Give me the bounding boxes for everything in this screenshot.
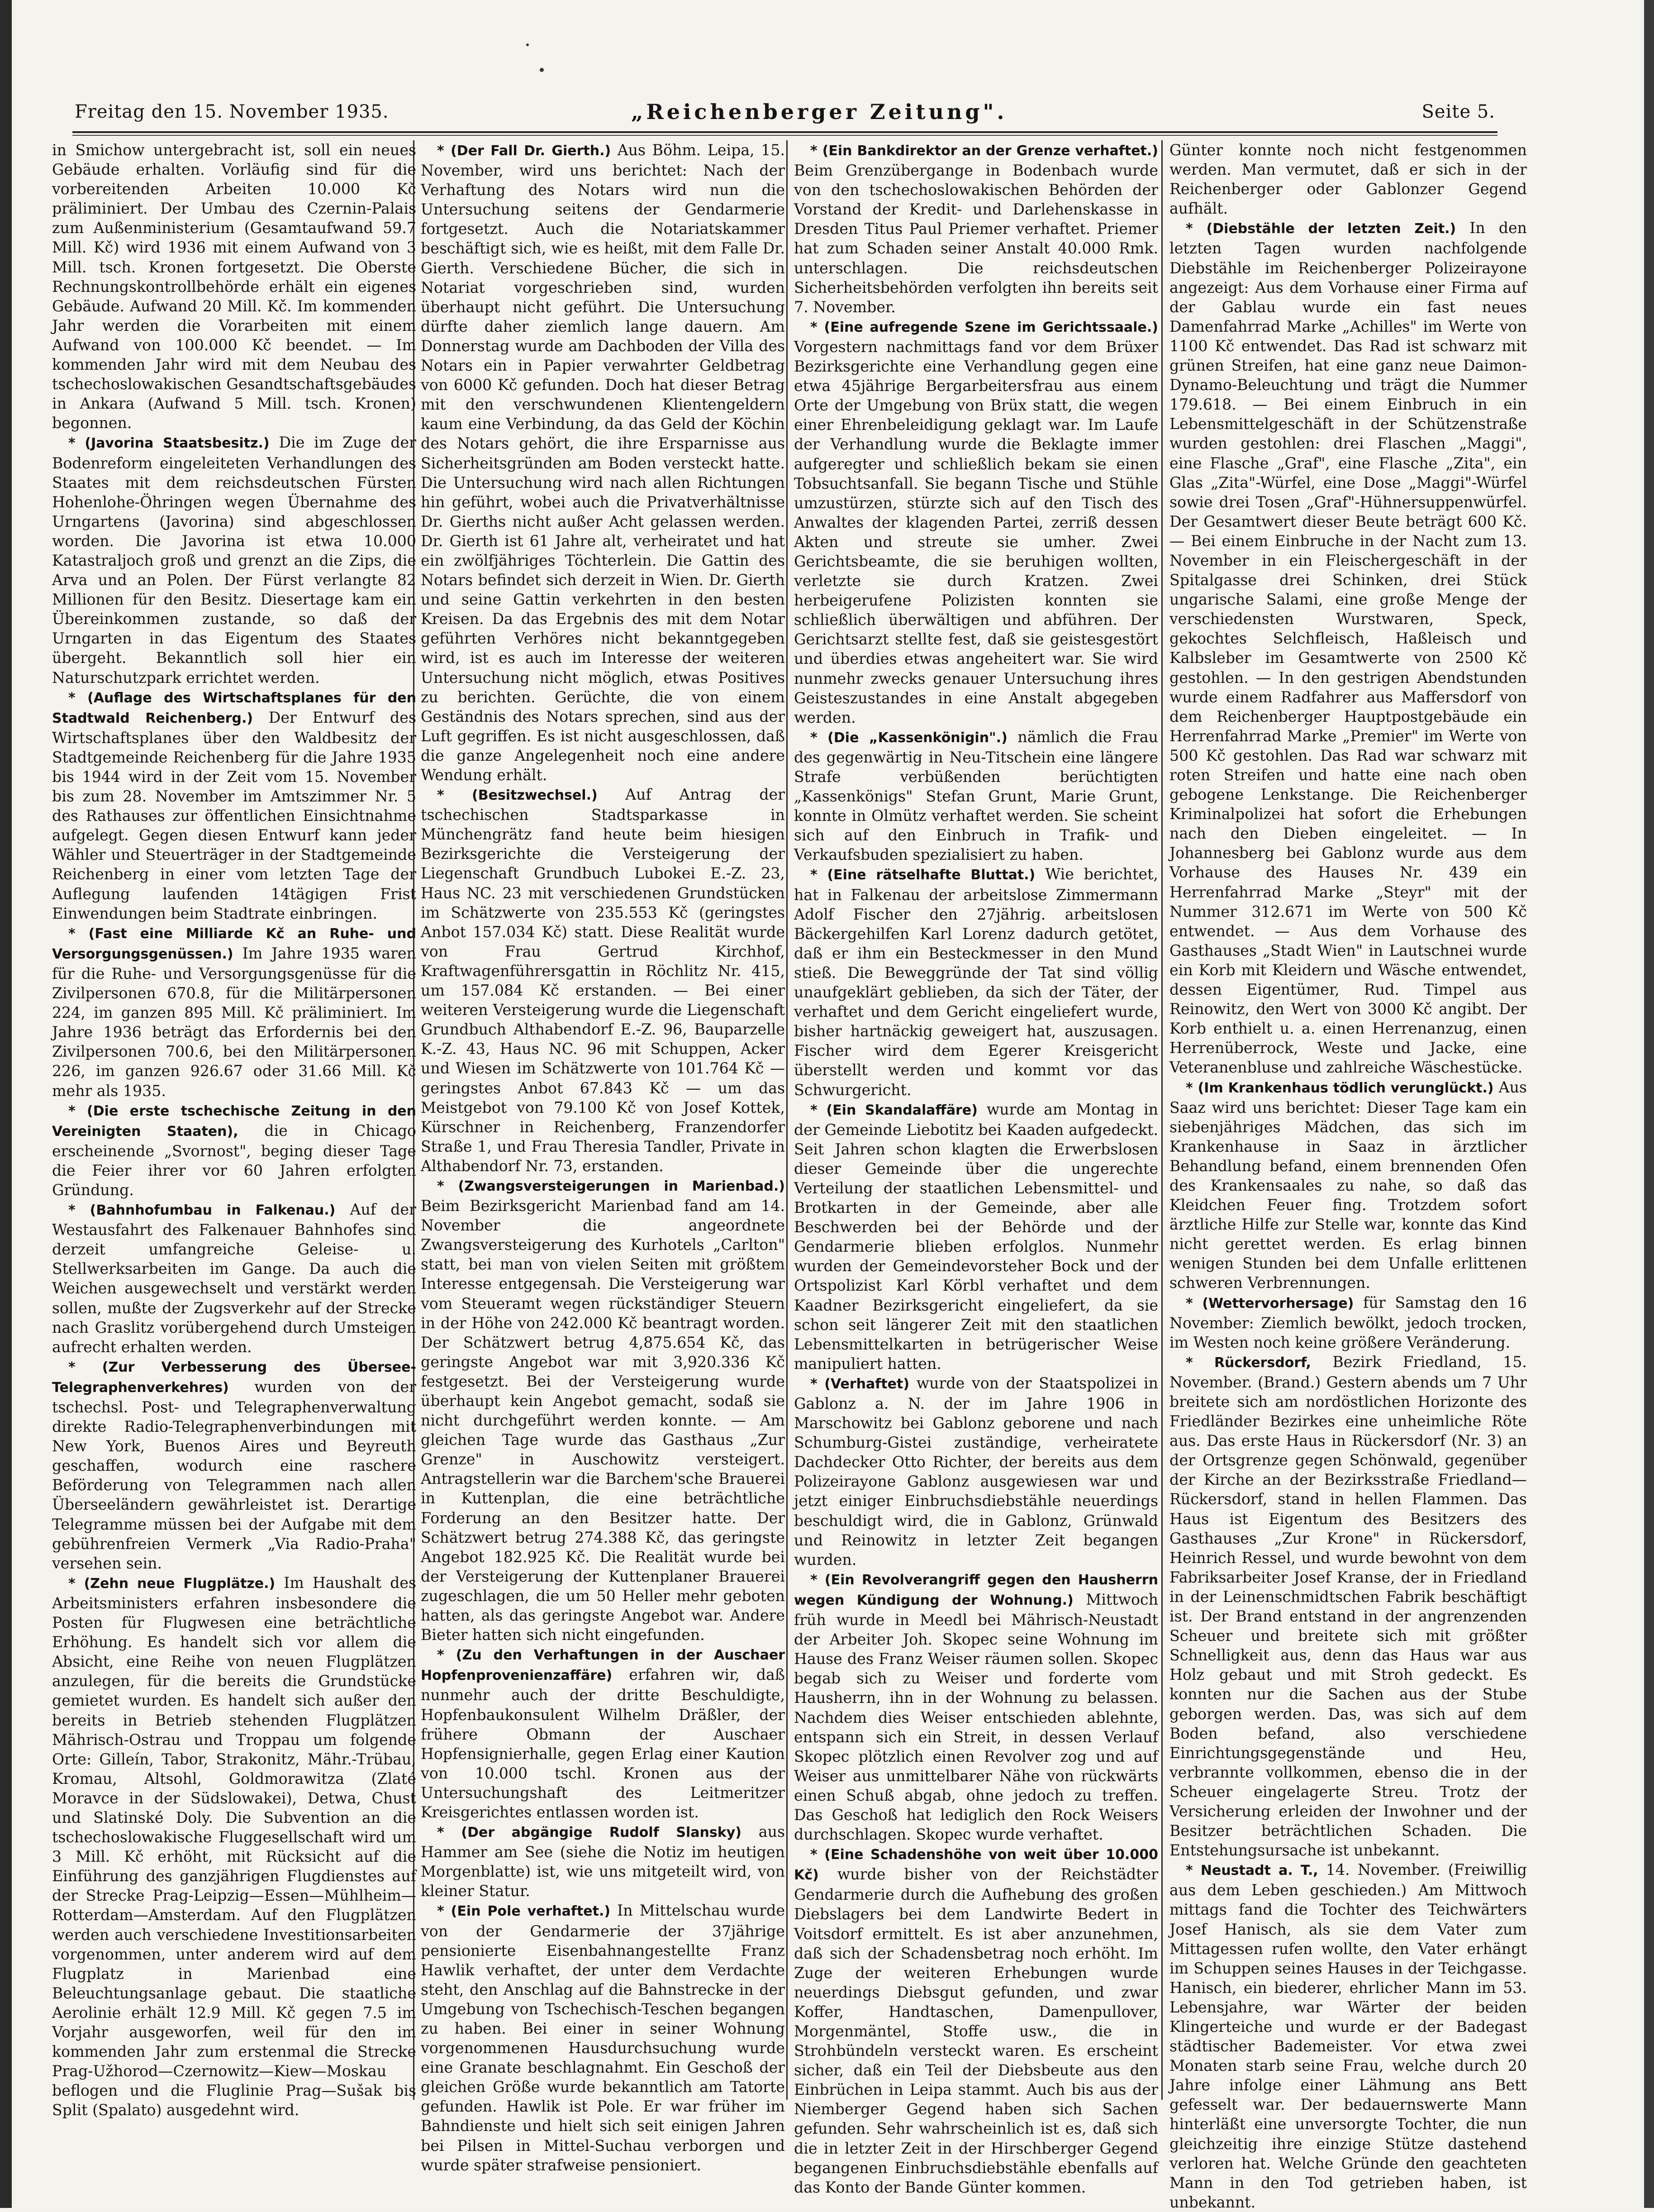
article-paragraph xyxy=(421,140,785,785)
article-body: wurde am Montag in der Gemeinde Liebotitz bei Kaaden aufgedeckt. Seit Jahren schon klagten die Erwerbslosen dieser Gemeinde über die ungerechte Verteilung der staatlichen Lebensmittel- und Brotkarten in der Gemeinde, aber alle Beschwerden bei der Behörde und der Gendarmerie blieben erfolglos. Nunmehr wurden der Gemeindevorsteher Bock und der Ortspolizist Karl Körbl verhaftet und dem Kaadner Bezirksgericht eingeliefert, da sie schon seit längerer Zeit mit den staatlichen Lebensmittelkarten in betrügerischer Weise manipuliert hatten. xyxy=(794,1100,1158,1373)
article-body: 14. November. (Freiwillig aus dem Leben geschieden.) Am Mittwoch mittags fand die Tochter des Teichwärters Josef Hanisch, als sie dem Vater zum Mittagessen rufen wollte, den Vater erhängt im Schuppen seines Hauses in der Teichgasse. Hanisch, ein biederer, ehrlicher Mann im 53. Lebensjahre, war Wärter der beiden Klingerteiche und wurde er der Badegast städtischer Bademeister. Vor etwa zwei Monaten starb seine Frau, welche durch 20 Jahre infolge einer Lähmung ans Bett gefesselt war. Der bedauernswerte Mann hinterläßt eine unversorgte Tochter, die nun gleichzeitig ihre einzige Stütze dastehend verloren hat. Welche Gründe den geachteten Mann in den Tod getrieben haben, ist unbekannt. xyxy=(1169,1861,1527,2211)
article-paragraph xyxy=(52,923,416,1101)
article-headline: * (Die erste tschechische Zeitung in den Vereinigten Staaten), xyxy=(52,1103,416,1139)
article-paragraph xyxy=(1169,140,1527,218)
article-paragraph xyxy=(52,140,416,433)
article-paragraph xyxy=(794,1844,1158,2197)
article-headline: * (Zehn neue Flugplätze.) xyxy=(68,1575,276,1592)
article-body: Auf Antrag der tschechischen Stadtsparkasse in Münchengrätz fand heute beim hiesigen Bezirksgerichte die Versteigerung der Liegenschaft Grundbuch Lubokei E.-Z. 23, Haus NC. 23 mit verschiedenen Grundstücken im Schätzwerte von 235.553 Kč (geringstes Anbot 157.034 Kč) statt. Diese Realität wurde von Frau Gertrud Kirchhof, Kraftwagenführersgattin in Röchlitz Nr. 415, um 157.084 Kč erstanden. — Bei einer weiteren Versteigerung wurde die Liegenschaft Grundbuch Althabendorf E.-Z. 96, Bauparzelle K.-Z. 43, Haus NC. 96 mit Schuppen, Acker und Wiesen im Schätzwerte von 101.764 Kč — geringstes Anbot 67.843 Kč — um das Meistgebot von 79.100 Kč von Josef Kottek, Kürschner in Reichenberg, Franzendorfer Straße 1, und Frau Theresia Tandler, Private in Althabendorf Nr. 73, erstanden. xyxy=(421,786,785,1175)
article-paragraph xyxy=(794,727,1158,865)
article-headline: * (Besitzwechsel.) xyxy=(437,787,598,804)
article-body: Im Haushalt des Arbeitsministers erfahren insbesondere die Posten für Flugwesen eine beträchtliche Erhöhung. Es handelt sich vor allem die Absicht, eine Reihe von neuen Flugplätzen anzulegen, für die bereits die Grundstücke gemietet wurden. Es handelt sich außer den bereits in Betrieb stehenden Flugplätzen Mährisch-Ostrau und Troppau um folgende Orte: Gilleín, Tabor, Strakonitz, Mähr.-Trübau, Kromau, Altsohl, Goldmorawitza (Zlaté Moravce in der Südslowakei), Detwa, Chust und Slatinské Doly. Die Subvention an die tschechoslowakische Fluggesellschaft wird um 3 Mill. Kč erhöht, mit Rücksicht auf die Einführung des ganzjährigen Flugdienstes auf der Strecke Prag-Leipzig—Essen—Mühlheim—Rotterdam—Amsterdam. Auf den Flugplätzen werden auch verschiedene Investitionsarbeiten vorgenommen, unter anderem wird auf dem Flugplatz in Marienbad eine Beleuchtungsanlage gebaut. Die staatliche Aerolinie erhält 12.9 Mill. Kč gegen 7.5 im Vorjahr ausgeworfen, weil für den im kommenden Jahr zum erstenmal die Strecke Prag-Užhorod—Czernowitz—Kiew—Moskau beflogen und die Fluglinie Prag—Sušak bis Split (Spalato) ausgedehnt wird. xyxy=(52,1573,416,2119)
article-headline: * (Wettervorhersage) xyxy=(1186,1295,1354,1311)
scan-edge-right xyxy=(1644,0,1654,2208)
article-headline: * (Ein Bankdirektor an der Grenze verhaftet.) xyxy=(810,143,1158,159)
article-body: wurde bisher von der Reichstädter Gendarmerie durch die Aufhebung des großen Diebslagers bei dem Landwirte Bedert in Voitsdorf ermittelt. Es ist aber anzunehmen, daß sich der Schadensbetrag noch erhöht. Im Zuge der weiteren Erhebungen wurde neuerdings Diebsgut gefunden, und zwar Koffer, Handtaschen, Damenpullover, Morgenmäntel, Stoffe usw., die in Strohbündeln versteckt waren. Es erscheint sicher, daß ein Teil der Diebsbeute aus den Einbrüchen in Leipa stammt. Auch bis aus der Niemberger Gegend haben sich Sachen gefunden. Sehr wahrscheinlich ist es, daß sich die in letzter Zeit in der Hirschberger Gegend begangenen Einbruchsdiebstähle ebenfalls auf das Konto der Bande Günter kommen. xyxy=(794,1865,1158,2196)
article-body: in Smichow untergebracht ist, soll ein neues Gebäude erhalten. Vorläufig sind für die vorbereitenden Arbeiten 10.000 Kč präliminiert. Der Umbau des Czernin-Palais zum Außenministerium (Gesamtaufwand 59.7 Mill. Kč) wird 1936 mit einem Aufwand von 3 Mill. tsch. Kronen fortgesetzt. Die Oberste Rechnungskontrollbehörde erhält ein eigenes Gebäude. Aufwand 20 Mill. Kč. Im kommenden Jahr werden die Vorarbeiten mit einem Aufwand von 100.000 Kč beendet. — Im kommenden Jahr wird mit dem Neubau des tschechoslowakischen Gesandtschaftsgebäudes in Ankara (Aufwand 5 Mill. tsch. Kronen) begonnen. xyxy=(52,141,416,432)
article-body: Aus Saaz wird uns berichtet: Dieser Tage kam ein siebenjähriges Mädchen, das sich im Krankenhause in Saaz in ärztlicher Behandlung befand, einem brennenden Ofen des Krankensaales zu nahe, so daß das Kleidchen Feuer fing. Trotzdem sofort ärztliche Hilfe zur Stelle war, konnte das Kind nicht gerettet werden. Es erlag binnen wenigen Stunden bei dem Unfalle erlittenen schweren Verbrennungen. xyxy=(1169,1078,1527,1292)
article-paragraph xyxy=(1169,1352,1527,1860)
column-2 xyxy=(421,140,785,2174)
article-body: erfahren wir, daß nunmehr auch der dritte Beschuldigte, Hopfenbaukonsulent Wilhelm Dräßler, der frühere Obmann der Auschaer Hopfensignierhalle, gegen Erlag einer Kaution von 10.000 tschl. Kronen aus der Untersuchungshaft des Leitmeritzer Kreisgerichtes entlassen worden ist. xyxy=(421,1666,785,1821)
article-body: Der Entwurf des Wirtschaftsplanes über den Waldbesitz der Stadtgemeinde Reichenberg für die Jahre 1935 bis 1944 wird in der Zeit vom 15. November bis zum 28. November im Amtszimmer Nr. 5 des Rathauses zur öffentlichen Einsichtnahme aufgelegt. Gegen diesen Entwurf kann jeder Wähler und Steuerträger in der Stadtgemeinde Reichenberg in einer vom letzten Tage der Auflegung laufenden 14tägigen Frist Einwendungen beim Stadtrate einbringen. xyxy=(52,708,416,922)
article-paragraph xyxy=(794,1100,1158,1373)
article-paragraph xyxy=(421,1645,785,1822)
article-body: nämlich die Frau des gegenwärtig in Neu-Titschein eine längere Strafe verbüßenden berüchtigten „Kassenkönigs" Stefan Grunt, Marie Grunt, konnte in Olmütz verhaftet werden. Sie scheint sich auf den Einbruch in Trafik- und Verkaufsbuden spezialisiert zu haben. xyxy=(794,728,1158,864)
article-body: für Samstag den 16 November: Ziemlich bewölkt, jedoch trocken, im Westen noch keine größere Veränderung. xyxy=(1169,1293,1527,1351)
article-body: Mittwoch früh wurde in Meedl bei Mährisch-Neustadt der Arbeiter Joh. Skopec seine Wohnung im Hause des Franz Weiser räumen sollen. Skopec begab sich zu Weiser und forderte vom Hausherrn, ihn in der Wohnung zu belassen. Nachdem dies Weiser entschieden ablehnte, entspann sich ein Streit, in dessen Verlauf Skopec plötzlich einen Revolver zog und auf Weiser aus unmittelbarer Nähe von rückwärts einen Schuß abgab, ohne jedoch zu treffen. Das Geschoß hat lediglich den Rock Weisers durchschlagen. Skopec wurde verhaftet. xyxy=(794,1590,1158,1844)
page-number: Seite 5. xyxy=(1421,101,1495,122)
article-body: die in Chicago erscheinende „Svornost", beging dieser Tage die Feier ihrer vor 60 Jahren erfolgten Gründung. xyxy=(52,1121,416,1199)
article-headline: * (Bahnhofumbau in Falkenau.) xyxy=(68,1202,336,1219)
article-body: wurden von der tschechsl. Post- und Telegraphenverwaltung direkte Radio-Telegraphenverbindungen mit New York, Buenos Aires und Beyreuth geschaffen, wodurch eine raschere Beförderung von Telegrammen nach allen Überseeländern gewährleistet ist. Derartige Telegramme müssen bei der Aufgabe mit dem gebührenfreien Vermerk „Via Radio-Praha" versehen sein. xyxy=(52,1378,416,1572)
article-paragraph xyxy=(52,1573,416,2120)
article-headline: * (Zwangsversteigerungen in Marienbad.) xyxy=(437,1178,785,1194)
article-headline: * Rückersdorf, xyxy=(1186,1354,1312,1371)
article-body: Aus Böhm. Leipa, 15. November, wird uns berichtet: Nach der Verhaftung des Notars wird nun die Untersuchung seitens der Gendarmerie fortgesetzt. Auch die Notariatskammer beschäftigt sich, wie es heißt, mit dem Falle Dr. Gierth. Verschiedene Bücher, die sich in Notariat vorgeschrieben sind, wurden überhaupt nicht geführt. Die Untersuchung dürfte daher ziemlich lange dauern. Am Donnerstag wurde am Dachboden der Villa des Notars ein in Papier verwahrter Geldbetrag von 6000 Kč gefunden. Doch hat dieser Betrag mit den verschwundenen Klientengeldern kaum eine Verbindung, da das Geld der Köchin des Notars gehört, die ihre Ersparnisse aus Sicherheitsgründen am Boden versteckt hatte. Die Untersuchung wird nach allen Richtungen hin geführt, wobei auch die Privatverhältnisse Dr. Gierths nicht außer Acht gelassen werden. Dr. Gierth ist 61 Jahre alt, verheiratet und hat ein zwölfjähriges Töchterlein. Die Gattin des Notars befindet sich derzeit in Wien. Dr. Gierth und seine Gattin verkehrten in den besten Kreisen. Da das Ergebnis des mit dem Notar geführten Verhöres nicht bekanntgegeben wird, ist es auch im Interesse der weiteren Untersuchung nicht möglich, etwas Positives zu berichten. Gerüchte, die von einem Geständnis des Notars sprechen, sind aus der Luft gegriffen. Es ist nicht ausgeschlossen, daß die ganze Angelegenheit noch eine andere Wendung erhält. xyxy=(421,141,785,784)
article-body: Auf der Westausfahrt des Falkenauer Bahnhofes sind derzeit umfangreiche Geleise- u. Stellwerksarbeiten im Gange. Da auch die Weichen ausgewechselt und verstärkt werden sollen, mußte der Zugsverkehr auf der Strecke nach Graslitz vorübergehend durch Umsteigen aufrecht erhalten werden. xyxy=(52,1201,416,1356)
page-header xyxy=(75,97,1495,133)
article-paragraph xyxy=(52,433,416,687)
article-paragraph xyxy=(52,1200,416,1357)
article-body: Günter konnte noch nicht festgenommen werden. Man vermutet, daß er sich in der Reichenberger oder Gablonzer Gegend aufhält. xyxy=(1169,141,1527,218)
article-paragraph xyxy=(421,1901,785,2174)
article-body: Beim Bezirksgericht Marienbad fand am 14. November die angeordnete Zwangsversteigerung des Kurhotels „Carlton" statt, bei man von vielen Seiten mit größtem Interesse entgegensah. Die Versteigerung war vom Steueramt wegen rückständiger Steuern in der Höhe von 242.000 Kč beantragt worden. Der Schätzwert betrug 4,875.654 Kč, das geringste Angebot war mit 3,920.336 Kč festgesetzt. Bei der Versteigerung wurde überhaupt kein Angebot gemacht, sodaß sie nicht durchgeführt werden konnte. — Am gleichen Tage wurde das Gasthaus „Zur Grenze" in Auschowitz versteigert. Antragstellerin war die Barchem'sche Brauerei in Kuttenplan, die eine beträchtliche Forderung an den Besitzer hatte. Der Schätzwert betrug 274.388 Kč, das geringste Angebot 182.925 Kč. Die Realität wurde bei der Versteigerung der Kuttenplaner Brauerei zugeschlagen, die um 50 Heller mehr geboten hatten, als das geringste Angebot war. Andere Bieter hatten sich nicht eingefunden. xyxy=(421,1197,785,1644)
article-headline: * (Der Fall Dr. Gierth.) xyxy=(437,143,611,159)
header-rule xyxy=(72,131,1497,133)
article-headline: * (Zur Verbesserung des Übersee-Telegraphenverkehres) xyxy=(52,1359,416,1396)
article-paragraph xyxy=(421,1176,785,1645)
article-paragraph xyxy=(794,1373,1158,1569)
article-paragraph xyxy=(794,317,1158,727)
article-headline: * (Der abgängige Rudolf Slansky) xyxy=(437,1825,741,1841)
article-headline: * (Ein Revolverangriff gegen den Hausherrn wegen Kündigung der Wohnung.) xyxy=(794,1572,1158,1608)
article-paragraph xyxy=(52,1357,416,1573)
article-headline: * (Eine aufregende Szene im Gerichtssaale.) xyxy=(810,319,1158,335)
column-1 xyxy=(52,140,416,2119)
article-paragraph xyxy=(421,785,785,1176)
article-headline: * (Ein Pole verhaftet.) xyxy=(437,1903,611,1920)
column-rule xyxy=(786,140,788,2100)
header-rule-thin xyxy=(72,135,1497,136)
article-paragraph xyxy=(52,1101,416,1200)
article-headline: * (Eine Schadenshöhe von weit über 10.000 Kč) xyxy=(794,1847,1158,1883)
article-body: wurde von der Staatspolizei in Gablonz a. N. der im Jahre 1906 in Marschowitz bei Gablonz geborene und nach Schumburg-Gistei zuständige, verheiratete Dachdecker Otto Richter, der bereits aus dem Polizeirayone Gablonz ausgewiesen war und jetzt einiger Einbruchsdiebstähle neuerdings beschuldigt wird, die in Gablonz, Grünwald und Reinowitz in letzter Zeit begangen wurden. xyxy=(794,1374,1158,1568)
article-paragraph xyxy=(1169,1860,1527,2212)
column-3 xyxy=(794,140,1158,2196)
column-rule xyxy=(1161,140,1163,2100)
article-paragraph xyxy=(421,1822,785,1901)
article-headline: * (Im Krankenhaus tödlich verunglückt.) xyxy=(1186,1080,1494,1096)
scan-speck xyxy=(526,43,529,46)
article-body: Beim Grenzübergange in Bodenbach wurde von den tschechoslowakischen Behörden der Vorstand der Kredit- und Darlehenskasse in Dresden Titus Paul Priemer verhaftet. Priemer hat zum Schaden seiner Anstalt 40.000 Rmk. unterschlagen. Die reichsdeutschen Sicherheitsbehörden verfolgten ihn bereits seit 7. November. xyxy=(794,162,1158,316)
scan-speck xyxy=(540,68,544,72)
article-body: In den letzten Tagen wurden nachfolgende Diebstähle im Reichenberger Polizeirayone angezeigt: Aus dem Vorhause einer Firma auf der Gablau wurde ein fast neues Damenfahrrad Marke „Achilles" im Werte von 1100 Kč entwendet. Das Rad ist schwarz mit grünen Streifen, hat eine ganz neue Daimon-Dynamo-Beleuchtung und trägt die Nummer 179.618. — Bei einem Einbruch in ein Lebensmittelgeschäft in der Schützenstraße wurden gestohlen: drei Flaschen „Maggi", eine Flasche „Graf", eine Flasche „Zita", ein Glas „Zita"-Würfel, eine Dose „Maggi"-Würfel sowie drei Tosen „Graf"-Hühnersuppenwürfel. Der Gesamtwert dieser Beute beträgt 600 Kč. — Bei einem Einbruche in der Nacht zum 13. November in ein Fleischergeschäft in der Spitalgasse drei Schinken, drei Stück ungarische Salami, eine große Menge der verschiedensten Wurstwaren, Speck, gekochtes Selchfleisch, Haßleisch und Kalbsleber im Gesamtwerte von 2500 Kč gestohlen. — In den gestrigen Abendstunden wurde einem Radfahrer aus Maffersdorf von dem Reichenberger Hauptpostgebäude ein Herrenfahrrad Marke „Premier" im Werte von 500 Kč gestohlen. Das Rad war schwarz mit roten Streifen und hatte eine nach oben gebogene Lenkstange. Die Reichenberger Kriminalpolizei hat sofort die Erhebungen nach den Dieben eingeleitet. — In Johannesberg bei Gablonz wurde aus dem Vorhause des Hauses Nr. 439 ein Herrenfahrrad Marke „Steyr" mit der Nummer 312.671 im Werte von 500 Kč entwendet. — Aus dem Vorhause des Gasthauses „Stadt Wien" in Lautschnei wurde ein Korb mit Kleidern und Wäsche entwendet, dessen Eigentümer, Rud. Timpel aus Reinowitz, den Wert von 3000 Kč angibt. Der Korb enthielt u. a. einen Herrenanzug, einen Herrenüberrock, Weste und Jacke, eine Veteranenbluse und zahlreiche Wäschestücke. xyxy=(1169,219,1527,1077)
article-body: In Mittelschau wurde von der Gendarmerie der 37jährige pensionierte Eisenbahnangestellte Franz Hawlik verhaftet, der unter dem Verdachte steht, den Anschlag auf die Bahnstrecke in der Umgebung von Tschechisch-Teschen begangen zu haben. Bei einer in seiner Wohnung vorgenommenen Hausdurchsuchung wurde eine Granate beschlagnahmt. Ein Geschoß der gleichen Größe wurde bekanntlich am Tatorte gefunden. Hawlik ist Pole. Er war früher im Bahndienste und hielt sich seit einigen Jahren bei Pilsen in Mittel-Suchau verborgen und wurde später strafweise pensioniert. xyxy=(421,1902,785,2174)
article-paragraph xyxy=(1169,1077,1527,1293)
issue-date: Freitag den 15. November 1935. xyxy=(75,101,389,122)
article-paragraph xyxy=(794,140,1158,317)
article-headline: * (Fast eine Milliarde Kč an Ruhe- und Versorgungsgenüssen.) xyxy=(52,925,416,962)
article-body: Im Jahre 1935 waren für die Ruhe- und Versorgungsgenüsse für die Zivilpersonen 670.8, für die Militärpersonen 224, im ganzen 895 Mill. Kč präliminiert. Im Jahre 1936 beträgt das Erfordernis bei den Zivilpersonen 700.6, bei den Militärpersonen 226, im ganzen 926.67 oder 31.66 Mill. Kč mehr als 1935. xyxy=(52,944,416,1100)
article-body: Die im Zuge der Bodenreform eingeleiteten Verhandlungen des Staates mit dem reichsdeutschen Fürsten Hohenlohe-Öhringen wegen Übernahme des Urngartens (Javorina) sind abgeschlossen worden. Die Javorina ist etwa 10.000 Katastraljoch groß und grenzt an die Zips, die Arva und an Polen. Der Fürst verlangte 82 Millionen für den Besitz. Diesertage kam ein Übereinkommen zustande, so daß der Urngarten in das Eigentum des Staates übergeht. Bekanntlich soll hier ein Naturschutzpark errichtet werden. xyxy=(52,434,416,686)
article-headline: * (Auflage des Wirtschaftsplanes für den Stadtwald Reichenberg.) xyxy=(52,690,416,726)
column-4 xyxy=(1169,140,1527,2211)
article-paragraph xyxy=(52,687,416,923)
article-paragraph xyxy=(1169,218,1527,1077)
article-body: aus Hammer am See (siehe die Notiz im heutigen Morgenblatte) ist, wie uns mitgeteilt wird, von kleiner Statur. xyxy=(421,1823,785,1900)
article-body: Wie berichtet, hat in Falkenau der arbeitslose Zimmermann Adolf Fischer den 27jährig. arbeitslosen Bäckergehilfen Karl Lorenz dadurch getötet, daß er ihm ein Besteckmesser in den Mund stieß. Die Beweggründe der Tat sind völlig unaufgeklärt geblieben, da sich der Täter, der verhaftet und dem Gericht eingeliefert wurde, bisher hartnäckig geweigert hat, auszusagen. Fischer wird dem Egerer Kreisgericht überstellt werden und kommt vor das Schwurgericht. xyxy=(794,865,1158,1099)
article-headline: * (Zu den Verhaftungen in der Auschaer Hopfenprovenienzaffäre) xyxy=(421,1647,785,1684)
article-headline: * (Javorina Staatsbesitz.) xyxy=(68,435,270,452)
article-headline: * Neustadt a. T., xyxy=(1186,1863,1318,1879)
article-headline: * (Eine rätselhafte Bluttat.) xyxy=(810,867,1036,883)
article-paragraph xyxy=(794,1569,1158,1844)
article-paragraph xyxy=(1169,1293,1527,1352)
article-headline: * (Verhaftet) xyxy=(810,1376,910,1392)
article-headline: * (Ein Skandalaffäre) xyxy=(810,1102,978,1118)
article-body: Vorgestern nachmittags fand vor dem Brüxer Bezirksgerichte eine Verhandlung gegen eine etwa 45jährige Bergarbeitersfrau aus einem Orte der Umgebung von Brüx statt, die wegen einer Ehrenbeleidigung geklagt war. Im Laufe der Verhandlung wurde die Beklagte immer aufgeregter und schließlich bekam sie einen Tobsuchtsanfall. Sie begann Tische und Stühle umzustürzen, stürzte sich auf den Tisch des Anwaltes der klagenden Partei, zerriß dessen Akten und streute sie umher. Zwei Gerichtsbeamte, die sie beruhigen wollten, verletzte sie durch Kratzen. Zwei herbeigerufene Polizisten konnten sie schließlich überwältigen und abführen. Der Gerichtsarzt stellte fest, daß sie geistesgestört und überdies etwas angeheitert war. Sie wird nunmehr zwecks genauer Untersuchung ihres Geisteszustandes in eine Anstalt abgegeben werden. xyxy=(794,338,1158,726)
newspaper-title: „Reichenberger Zeitung". xyxy=(631,100,1008,124)
article-paragraph xyxy=(794,864,1158,1099)
article-body: Bezirk Friedland, 15. November. (Brand.) Gestern abends um 7 Uhr breitete sich am nordöstlichen Horizonte des Friedländer Bezirkes eine unheimliche Röte aus. Das erste Haus in Rückersdorf (Nr. 3) an der Ortsgrenze gegen Schönwald, gegenüber der Kirche an der Bezirksstraße Friedland—Rückersdorf, stand in hellen Flammen. Das Haus ist Eigentum des Besitzers des Gasthauses „Zur Krone" in Rückersdorf, Heinrich Ressel, und wurde bewohnt von dem Fabriksarbeiter Josef Kranse, der in Friedland in der Leinenschmidtschen Fabrik beschäftigt ist. Der Brand entstand in der angrenzenden Scheuer und breitete sich mit größter Schnelligkeit aus, denn das Haus war aus Holz gebaut und mit Stroh gedeckt. Es konnten nur die Sachen aus der Stube geborgen werden. Das, was sich auf dem Boden befand, also verschiedene Einrichtungsgegenstände und Heu, verbrannte vollkommen, ebenso die in der Scheuer eingelagerte Streu. Trotz der Versicherung erleiden der Inwohner und der Besitzer beträchtlichen Schaden. Die Entstehungsursache ist unbekannt. xyxy=(1169,1353,1527,1859)
article-headline: * (Diebstähle der letzten Zeit.) xyxy=(1186,221,1456,237)
scan-edge-left xyxy=(0,0,12,2208)
article-headline: * (Die „Kassenkönigin".) xyxy=(810,729,1008,746)
